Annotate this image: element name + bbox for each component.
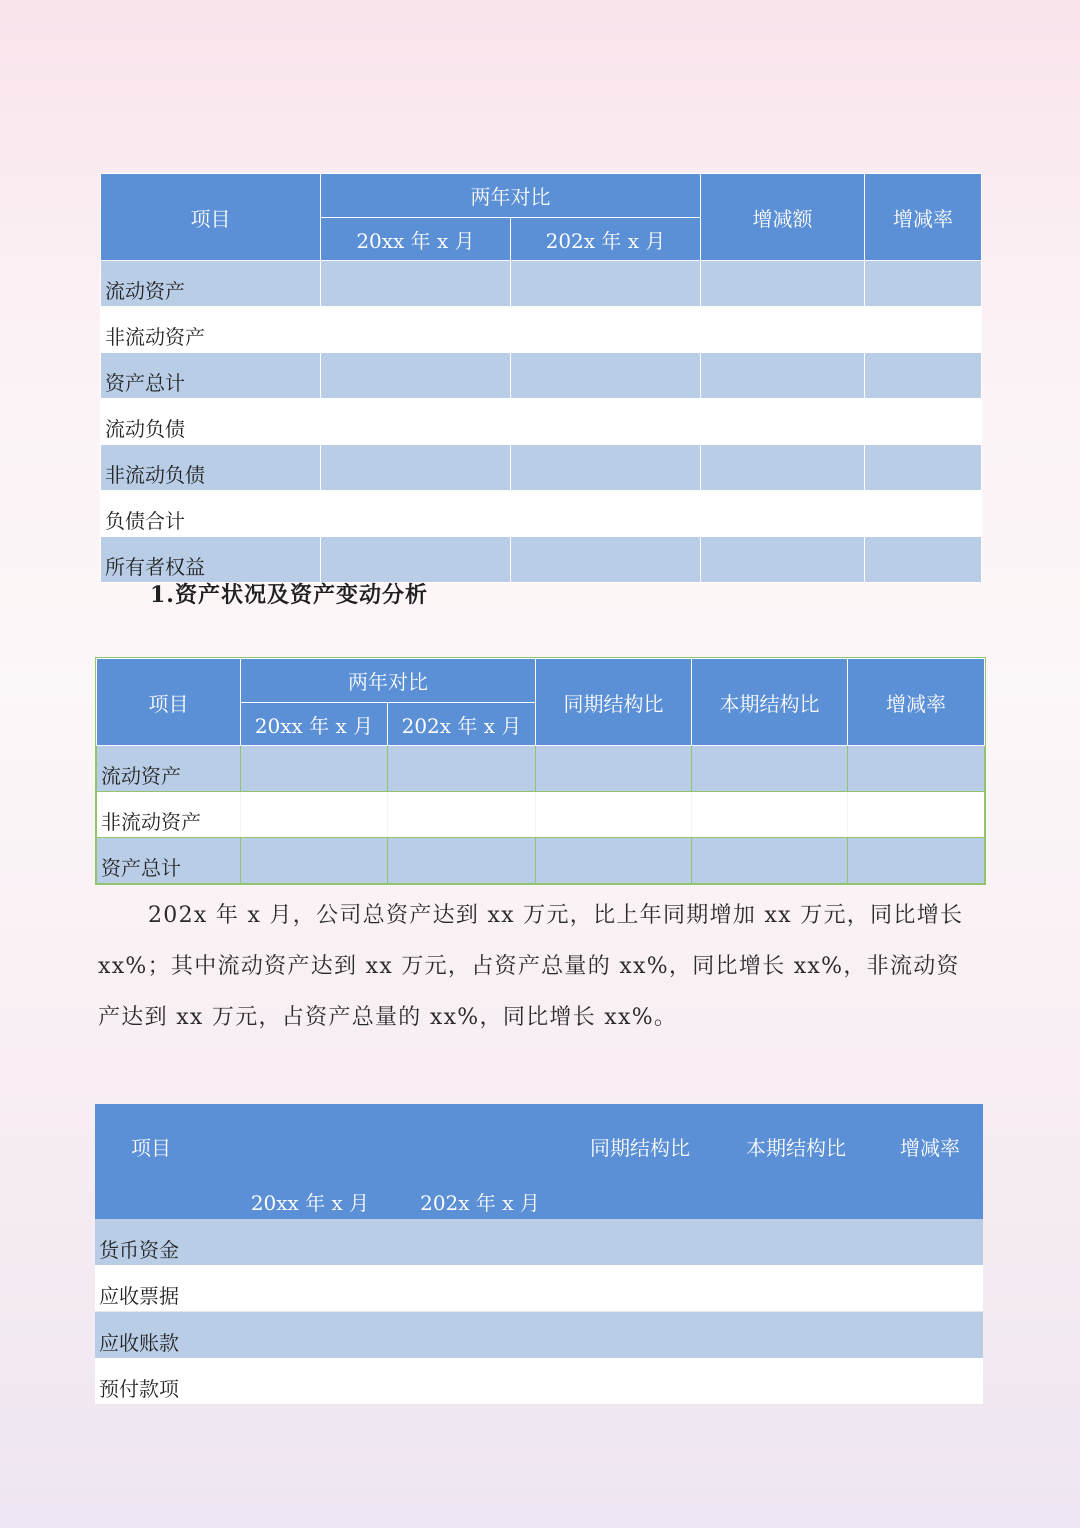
header-date-1: 20xx 年 x 月 (241, 703, 388, 746)
table-cell (701, 537, 865, 583)
table-cell (565, 1358, 715, 1405)
table-cell (388, 792, 536, 838)
table-row (97, 838, 985, 884)
table-row (95, 1312, 983, 1359)
table-cell (565, 1219, 715, 1265)
table-cell (692, 792, 848, 838)
header-two-year-compare: 两年对比 (321, 174, 701, 218)
table-cell (877, 1312, 983, 1359)
row-label: 资产总计 (97, 838, 241, 884)
table-cell (865, 537, 982, 583)
table-row (101, 399, 982, 445)
row-label: 非流动资产 (101, 307, 321, 353)
table-cell (225, 1312, 395, 1359)
table-cell (701, 399, 865, 445)
table-row (101, 307, 982, 353)
table-cell (395, 1312, 565, 1359)
header-item: 项目 (97, 659, 241, 746)
table-row (95, 1265, 983, 1312)
table-row (101, 445, 982, 491)
table-cell (321, 261, 511, 307)
table-cell (715, 1358, 877, 1405)
table-row (101, 261, 982, 307)
row-label: 资产总计 (101, 353, 321, 399)
row-label: 预付款项 (95, 1358, 225, 1405)
table-cell (511, 353, 701, 399)
table-cell (701, 353, 865, 399)
header-date-2: 202x 年 x 月 (511, 218, 701, 261)
header-change-rate: 增减率 (877, 1104, 983, 1219)
table-cell (395, 1219, 565, 1265)
analysis-paragraph: 202x 年 x 月，公司总资产达到 xx 万元，比上年同期增加 xx 万元，同比增长 xx%；其中流动资产达到 xx 万元，占资产总量的 xx%，同比增长 xx%，非流动资产达到 xx 万元，占资产总量的 xx%，同比增长 xx%。 (98, 903, 964, 1030)
table-cell (321, 537, 511, 583)
row-label: 所有者权益 (101, 537, 321, 583)
table-cell (877, 1219, 983, 1265)
table-cell (511, 445, 701, 491)
row-label: 应收票据 (95, 1265, 225, 1312)
table-cell (536, 792, 692, 838)
row-label: 流动资产 (97, 746, 241, 792)
table-row (95, 1358, 983, 1405)
header-date-1: 20xx 年 x 月 (321, 218, 511, 261)
row-label: 应收账款 (95, 1312, 225, 1359)
header-change-rate: 增减率 (865, 174, 982, 261)
table-row (101, 353, 982, 399)
table-cell (511, 261, 701, 307)
table-cell (701, 307, 865, 353)
table-cell (848, 792, 985, 838)
row-label: 货币资金 (95, 1219, 225, 1265)
table-cell (877, 1265, 983, 1312)
header-current-structure: 本期结构比 (692, 659, 848, 746)
table-cell (225, 1219, 395, 1265)
table-cell (511, 537, 701, 583)
table-cell (321, 491, 511, 537)
table-cell (715, 1265, 877, 1312)
header-change-rate: 增减率 (848, 659, 985, 746)
row-label: 流动资产 (101, 261, 321, 307)
section-heading: 1.资产状况及资产变动分析 (150, 582, 428, 608)
table-cell (692, 838, 848, 884)
header-two-year-compare: 两年对比 (241, 659, 536, 703)
table-cell (321, 445, 511, 491)
table-cell (395, 1265, 565, 1312)
table-cell (865, 399, 982, 445)
table-cell (536, 838, 692, 884)
asset-structure-table (96, 658, 985, 884)
table-row (95, 1219, 983, 1265)
table-cell (865, 307, 982, 353)
table-cell (848, 838, 985, 884)
current-assets-detail-table (95, 1104, 983, 1405)
table-cell (241, 792, 388, 838)
header-date-2: 202x 年 x 月 (395, 1104, 565, 1219)
table-cell (241, 746, 388, 792)
table-cell (865, 353, 982, 399)
table-cell (511, 307, 701, 353)
header-item: 项目 (95, 1104, 225, 1219)
table-row (101, 491, 982, 537)
table-cell (848, 746, 985, 792)
row-label: 非流动负债 (101, 445, 321, 491)
header-change-amount: 增减额 (701, 174, 865, 261)
table-cell (388, 746, 536, 792)
table-cell (865, 261, 982, 307)
header-prior-structure: 同期结构比 (536, 659, 692, 746)
table-cell (321, 399, 511, 445)
header-current-structure: 本期结构比 (715, 1104, 877, 1219)
table-row (97, 746, 985, 792)
balance-comparison-table (100, 173, 982, 583)
table-cell (701, 491, 865, 537)
table-cell (321, 307, 511, 353)
table-cell (511, 399, 701, 445)
table-row (97, 792, 985, 838)
row-label: 非流动资产 (97, 792, 241, 838)
table-cell (692, 746, 848, 792)
table-row (101, 537, 982, 583)
table-cell (241, 838, 388, 884)
table-cell (715, 1219, 877, 1265)
table-cell (715, 1312, 877, 1359)
table-cell (701, 445, 865, 491)
table-cell (395, 1358, 565, 1405)
table-cell (388, 838, 536, 884)
row-label: 负债合计 (101, 491, 321, 537)
header-date-2: 202x 年 x 月 (388, 703, 536, 746)
table-cell (321, 353, 511, 399)
table-cell (865, 491, 982, 537)
table-cell (511, 491, 701, 537)
header-item: 项目 (101, 174, 321, 261)
table-cell (565, 1312, 715, 1359)
table-cell (225, 1265, 395, 1312)
header-prior-structure: 同期结构比 (565, 1104, 715, 1219)
header-date-1: 20xx 年 x 月 (225, 1104, 395, 1219)
table-cell (225, 1358, 395, 1405)
row-label: 流动负债 (101, 399, 321, 445)
table-cell (865, 445, 982, 491)
table-cell (877, 1358, 983, 1405)
table-cell (565, 1265, 715, 1312)
table-cell (701, 261, 865, 307)
table-cell (536, 746, 692, 792)
